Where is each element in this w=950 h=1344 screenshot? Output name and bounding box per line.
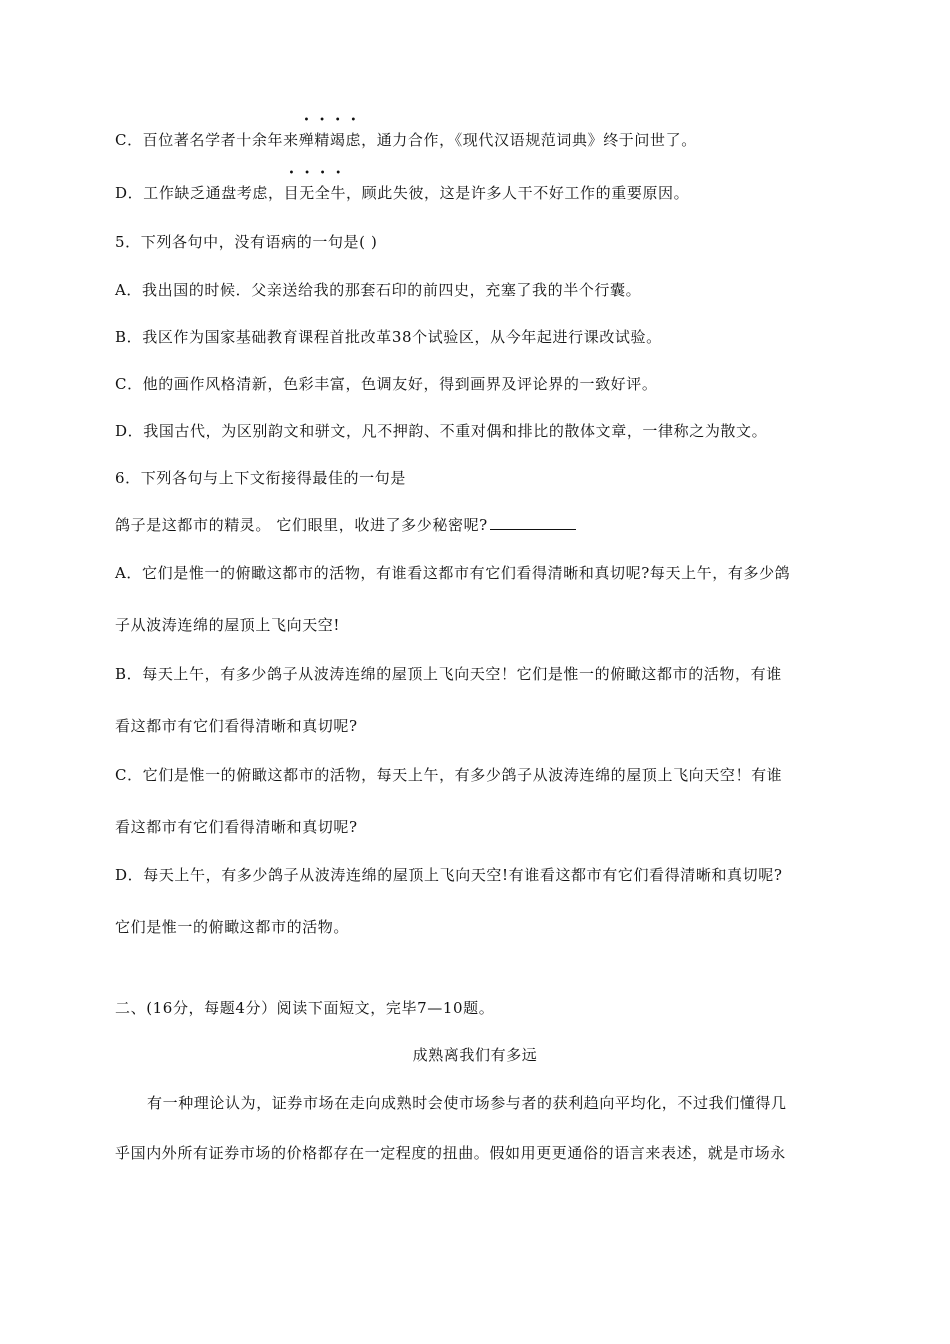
q4-option-d-text-post: ，顾此失彼，这是许多人干不好工作的重要原因。 bbox=[346, 184, 690, 202]
q5-stem: 5．下列各句中，没有语病的一句是( ) bbox=[115, 233, 378, 251]
q6-option-d-line1: D．每天上午，有多少鸽子从波涛连绵的屋顶上飞向天空!有谁看这都市有它们看得清晰和真切呢? bbox=[115, 866, 783, 884]
q4-option-c-text-post: ，通力合作，《现代汉语规范词典》终于问世了。 bbox=[361, 131, 697, 149]
q6-option-b-line2: 看这都市有它们看得清晰和真切呢? bbox=[115, 717, 358, 735]
q5-option-a: A．我出国的时候．父亲送给我的那套石印的前四史，充塞了我的半个行囊。 bbox=[115, 281, 642, 299]
emphasized-word bbox=[298, 115, 362, 150]
article-paragraph-line1: 有一种理论认为，证券市场在走向成熟时会使市场参与者的获利趋向平均化，不过我们懂得几 bbox=[147, 1094, 787, 1112]
q4-option-d bbox=[115, 168, 690, 203]
answer-blank bbox=[490, 515, 576, 530]
q4-option-c-text-pre: C．百位著名学者十余年来 bbox=[115, 131, 299, 149]
q6-option-a-line1: A．它们是惟一的俯瞰这都市的活物，有谁看这都市有它们看得清晰和真切呢?每天上午，有多少鸽 bbox=[115, 564, 791, 582]
q5-option-c: C．他的画作风格清新，色彩丰富，色调友好，得到画界及评论界的一致好评。 bbox=[115, 375, 658, 393]
q4-option-c bbox=[115, 115, 697, 150]
emphasized-word-text: 目无全牛 bbox=[283, 184, 347, 202]
emphasized-word-text: 殚精竭虑 bbox=[298, 131, 362, 149]
emphasis-dots: • • • • bbox=[303, 115, 357, 126]
section2-heading: 二、(16分，每题4分）阅读下面短文，完毕7—10题。 bbox=[115, 999, 495, 1017]
q6-option-c-line2: 看这都市有它们看得清晰和真切呢? bbox=[115, 818, 358, 836]
q6-context bbox=[115, 515, 576, 535]
q6-option-d-line2: 它们是惟一的俯瞰这都市的活物。 bbox=[115, 918, 350, 936]
q6-stem: 6．下列各句与上下文衔接得最佳的一句是 bbox=[115, 469, 406, 487]
q6-option-a-line2: 子从波涛连绵的屋顶上飞向天空! bbox=[115, 616, 341, 634]
article-paragraph-line2: 乎国内外所有证券市场的价格都存在一定程度的扭曲。假如用更更通俗的语言来表述，就是市场永 bbox=[115, 1144, 786, 1162]
q6-option-b-line1: B．每天上午，有多少鸽子从波涛连绵的屋顶上飞向天空！它们是惟一的俯瞰这都市的活物，有谁 bbox=[115, 665, 782, 683]
article-title: 成熟离我们有多远 bbox=[412, 1046, 538, 1064]
q5-option-d: D．我国古代，为区别韵文和骈文，凡不押韵、不重对偶和排比的散体文章，一律称之为散文。 bbox=[115, 422, 768, 440]
q4-option-d-text-pre: D．工作缺乏通盘考虑， bbox=[115, 184, 284, 202]
emphasis-dots: • • • • bbox=[288, 168, 342, 179]
q5-option-b: B．我区作为国家基础教育课程首批改革38个试验区，从今年起进行课改试验。 bbox=[115, 328, 662, 346]
q6-option-c-line1: C．它们是惟一的俯瞰这都市的活物，每天上午，有多少鸽子从波涛连绵的屋顶上飞向天空！有谁 bbox=[115, 766, 783, 784]
q6-context-text: 鸽子是这都市的精灵。 它们眼里，收进了多少秘密呢? bbox=[115, 516, 488, 534]
emphasized-word bbox=[283, 168, 347, 203]
